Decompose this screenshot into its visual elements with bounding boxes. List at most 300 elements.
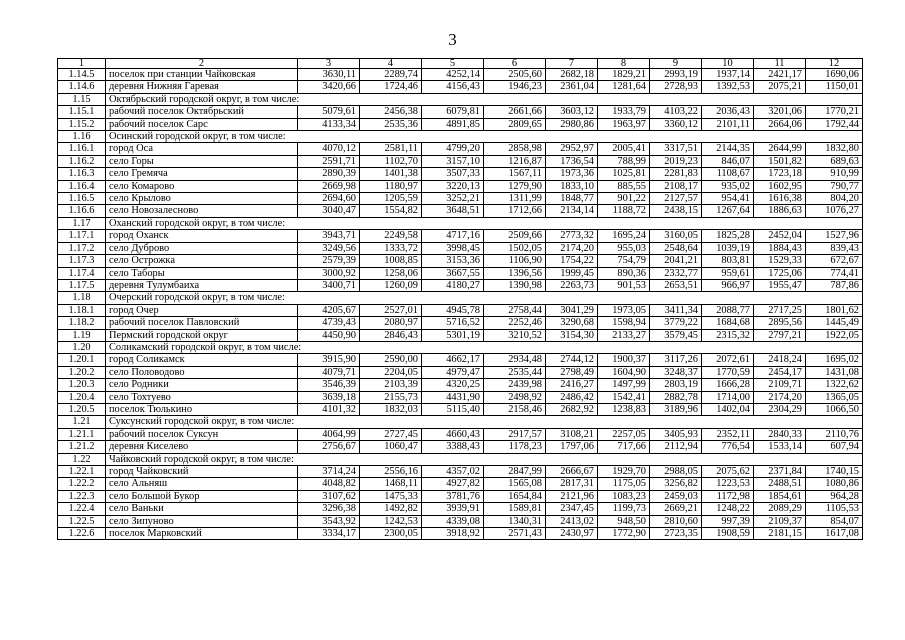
row-code: 1.20.1 (58, 354, 106, 366)
value-cell: 4103,22 (650, 106, 702, 118)
value-cell: 2728,93 (650, 81, 702, 93)
column-header: 6 (484, 59, 546, 69)
value-cell: 3667,55 (422, 267, 484, 279)
value-cell: 787,86 (806, 279, 863, 291)
row-name: Суксунский городской округ, в том числе: (106, 416, 863, 428)
value-cell: 1832,03 (360, 403, 422, 415)
value-cell: 804,20 (806, 193, 863, 205)
column-header: 2 (106, 59, 298, 69)
value-cell: 3160,05 (650, 230, 702, 242)
table-row (58, 391, 863, 403)
value-cell: 2882,78 (650, 391, 702, 403)
value-cell: 1955,47 (754, 279, 806, 291)
value-cell: 2089,29 (754, 503, 806, 515)
value-cell: 1258,06 (360, 267, 422, 279)
row-name: рабочий поселок Павловский (106, 317, 298, 329)
value-cell: 997,39 (702, 515, 754, 527)
row-code: 1.22.1 (58, 466, 106, 478)
row-name: поселок Тюлькино (106, 403, 298, 415)
row-name: село Альняш (106, 478, 298, 490)
value-cell: 2263,73 (546, 279, 598, 291)
value-cell: 1963,97 (598, 118, 650, 130)
row-name: село Таборы (106, 267, 298, 279)
value-cell: 2847,99 (484, 466, 546, 478)
value-cell: 2109,37 (754, 515, 806, 527)
value-cell: 1533,14 (754, 441, 806, 453)
value-cell: 2803,19 (650, 379, 702, 391)
value-cell: 1740,15 (806, 466, 863, 478)
value-cell: 1216,87 (484, 155, 546, 167)
value-cell: 4431,90 (422, 391, 484, 403)
row-code: 1.21.1 (58, 428, 106, 440)
table-row (58, 441, 863, 453)
column-header: 12 (806, 59, 863, 69)
value-cell: 1199,73 (598, 503, 650, 515)
value-cell: 3543,92 (298, 515, 360, 527)
value-cell: 4156,43 (422, 81, 484, 93)
value-cell: 2315,32 (702, 329, 754, 341)
value-cell: 2103,39 (360, 379, 422, 391)
value-cell: 3630,11 (298, 69, 360, 81)
table-row (58, 490, 863, 502)
value-cell: 2669,21 (650, 503, 702, 515)
row-name: Октябрьский городской округ, в том числе: (106, 93, 863, 105)
value-cell: 2352,11 (702, 428, 754, 440)
value-cell: 2133,27 (598, 329, 650, 341)
page-number: 3 (448, 30, 457, 49)
value-cell: 774,41 (806, 267, 863, 279)
value-cell: 2727,45 (360, 428, 422, 440)
value-cell: 1604,90 (598, 366, 650, 378)
value-cell: 1598,94 (598, 317, 650, 329)
section-header-row (58, 416, 863, 428)
row-code: 1.16.4 (58, 180, 106, 192)
value-cell: 1025,81 (598, 168, 650, 180)
row-name: село Большой Букор (106, 490, 298, 502)
value-cell: 3210,52 (484, 329, 546, 341)
value-cell: 1797,06 (546, 441, 598, 453)
value-cell: 1616,38 (754, 193, 806, 205)
value-cell: 754,79 (598, 255, 650, 267)
table-row (58, 242, 863, 254)
value-cell: 854,07 (806, 515, 863, 527)
value-cell: 2452,04 (754, 230, 806, 242)
value-cell: 1396,56 (484, 267, 546, 279)
value-cell: 2548,64 (650, 242, 702, 254)
row-code: 1.17.1 (58, 230, 106, 242)
value-cell: 2174,20 (754, 391, 806, 403)
value-cell: 2438,15 (650, 205, 702, 217)
value-cell: 3290,68 (546, 317, 598, 329)
value-cell: 4799,20 (422, 143, 484, 155)
value-cell: 910,99 (806, 168, 863, 180)
value-cell: 1801,62 (806, 304, 863, 316)
row-name: поселок при станции Чайковская (106, 69, 298, 81)
value-cell: 2108,17 (650, 180, 702, 192)
value-cell: 1060,47 (360, 441, 422, 453)
value-cell: 3918,92 (422, 528, 484, 540)
value-cell: 1937,14 (702, 69, 754, 81)
value-cell: 1884,43 (754, 242, 806, 254)
table-row (58, 428, 863, 440)
value-cell: 2591,71 (298, 155, 360, 167)
value-cell: 803,81 (702, 255, 754, 267)
value-cell: 1502,05 (484, 242, 546, 254)
value-cell: 5115,40 (422, 403, 484, 415)
table-row (58, 478, 863, 490)
value-cell: 1102,70 (360, 155, 422, 167)
value-cell: 1695,02 (806, 354, 863, 366)
value-cell: 2817,31 (546, 478, 598, 490)
value-cell: 1248,22 (702, 503, 754, 515)
column-header: 9 (650, 59, 702, 69)
value-cell: 2579,39 (298, 255, 360, 267)
value-cell: 2110,76 (806, 428, 863, 440)
value-cell: 1401,38 (360, 168, 422, 180)
value-cell: 2418,24 (754, 354, 806, 366)
value-cell: 3249,56 (298, 242, 360, 254)
row-code: 1.20.2 (58, 366, 106, 378)
row-name: город Чайковский (106, 466, 298, 478)
row-name: село Новозалесново (106, 205, 298, 217)
value-cell: 3334,17 (298, 528, 360, 540)
value-cell: 3153,36 (422, 255, 484, 267)
value-cell: 3411,34 (650, 304, 702, 316)
value-cell: 776,54 (702, 441, 754, 453)
table-row (58, 168, 863, 180)
value-cell: 2439,98 (484, 379, 546, 391)
value-cell: 2019,23 (650, 155, 702, 167)
value-cell: 1666,28 (702, 379, 754, 391)
table-row (58, 379, 863, 391)
value-cell: 2669,98 (298, 180, 360, 192)
value-cell: 1724,46 (360, 81, 422, 93)
value-cell: 2300,05 (360, 528, 422, 540)
row-name: село Гремяча (106, 168, 298, 180)
value-cell: 1080,86 (806, 478, 863, 490)
value-cell: 4101,32 (298, 403, 360, 415)
row-name: рабочий поселок Суксун (106, 428, 298, 440)
value-cell: 4739,43 (298, 317, 360, 329)
value-cell: 3639,18 (298, 391, 360, 403)
value-cell: 4660,43 (422, 428, 484, 440)
value-cell: 2488,51 (754, 478, 806, 490)
value-cell: 2430,97 (546, 528, 598, 540)
value-cell: 2723,35 (650, 528, 702, 540)
value-cell: 839,43 (806, 242, 863, 254)
value-cell: 1602,95 (754, 180, 806, 192)
value-cell: 4048,82 (298, 478, 360, 490)
value-cell: 1929,70 (598, 466, 650, 478)
value-cell: 2527,01 (360, 304, 422, 316)
value-cell: 1267,64 (702, 205, 754, 217)
row-code: 1.22.2 (58, 478, 106, 490)
value-cell: 4064,99 (298, 428, 360, 440)
value-cell: 2456,38 (360, 106, 422, 118)
value-cell: 2744,12 (546, 354, 598, 366)
value-cell: 1725,06 (754, 267, 806, 279)
table-row (58, 180, 863, 192)
value-cell: 790,77 (806, 180, 863, 192)
value-cell: 2581,11 (360, 143, 422, 155)
value-cell: 1175,05 (598, 478, 650, 490)
table-row (58, 230, 863, 242)
column-header: 7 (546, 59, 598, 69)
value-cell: 2797,21 (754, 329, 806, 341)
row-name: село Родники (106, 379, 298, 391)
value-cell: 4205,67 (298, 304, 360, 316)
value-cell: 788,99 (598, 155, 650, 167)
value-cell: 1684,68 (702, 317, 754, 329)
row-name: поселок Марковский (106, 528, 298, 540)
value-cell: 3943,71 (298, 230, 360, 242)
column-header: 10 (702, 59, 754, 69)
value-cell: 3388,43 (422, 441, 484, 453)
value-cell: 2072,61 (702, 354, 754, 366)
table-row (58, 528, 863, 540)
row-code: 1.19 (58, 329, 106, 341)
value-cell: 1497,99 (598, 379, 650, 391)
value-cell: 3107,62 (298, 490, 360, 502)
value-cell: 3360,12 (650, 118, 702, 130)
value-cell: 2347,45 (546, 503, 598, 515)
value-cell: 4891,85 (422, 118, 484, 130)
value-cell: 1833,10 (546, 180, 598, 192)
value-cell: 4339,08 (422, 515, 484, 527)
value-cell: 1468,11 (360, 478, 422, 490)
value-cell: 948,50 (598, 515, 650, 527)
value-cell: 1770,59 (702, 366, 754, 378)
value-cell: 890,36 (598, 267, 650, 279)
value-cell: 3108,21 (546, 428, 598, 440)
row-name: город Оханск (106, 230, 298, 242)
value-cell: 1178,23 (484, 441, 546, 453)
value-cell: 1223,53 (702, 478, 754, 490)
value-cell: 1322,62 (806, 379, 863, 391)
row-name: Осинский городской округ, в том числе: (106, 131, 863, 143)
value-cell: 2556,16 (360, 466, 422, 478)
value-cell: 2041,21 (650, 255, 702, 267)
value-cell: 2486,42 (546, 391, 598, 403)
value-cell: 2810,60 (650, 515, 702, 527)
value-cell: 1066,50 (806, 403, 863, 415)
value-cell: 1754,22 (546, 255, 598, 267)
row-code: 1.22.5 (58, 515, 106, 527)
table-row (58, 515, 863, 527)
value-cell: 1501,82 (754, 155, 806, 167)
value-cell: 2980,86 (546, 118, 598, 130)
value-cell: 2088,77 (702, 304, 754, 316)
value-cell: 3400,71 (298, 279, 360, 291)
section-header-row (58, 217, 863, 229)
row-name: село Половодово (106, 366, 298, 378)
value-cell: 1492,82 (360, 503, 422, 515)
table-row (58, 354, 863, 366)
table-row (58, 118, 863, 130)
value-cell: 2895,56 (754, 317, 806, 329)
table-row (58, 255, 863, 267)
table-row (58, 205, 863, 217)
row-code: 1.20.4 (58, 391, 106, 403)
section-header-row (58, 93, 863, 105)
row-code: 1.22 (58, 453, 106, 465)
value-cell: 2361,04 (546, 81, 598, 93)
table-row (58, 267, 863, 279)
value-cell: 3296,38 (298, 503, 360, 515)
value-cell: 2498,92 (484, 391, 546, 403)
value-cell: 2664,06 (754, 118, 806, 130)
value-cell: 1529,33 (754, 255, 806, 267)
value-cell: 1475,33 (360, 490, 422, 502)
value-cell: 4357,02 (422, 466, 484, 478)
value-cell: 1008,85 (360, 255, 422, 267)
value-cell: 3546,39 (298, 379, 360, 391)
value-cell: 2075,62 (702, 466, 754, 478)
value-cell: 2798,49 (546, 366, 598, 378)
value-cell: 954,41 (702, 193, 754, 205)
value-cell: 3201,06 (754, 106, 806, 118)
row-code: 1.17 (58, 217, 106, 229)
value-cell: 955,03 (598, 242, 650, 254)
row-name: село Ваньки (106, 503, 298, 515)
value-cell: 1402,04 (702, 403, 754, 415)
row-name: село Горы (106, 155, 298, 167)
value-cell: 2181,15 (754, 528, 806, 540)
table-row (58, 155, 863, 167)
value-cell: 2421,17 (754, 69, 806, 81)
value-cell: 1900,37 (598, 354, 650, 366)
value-cell: 1770,21 (806, 106, 863, 118)
row-name: село Крылово (106, 193, 298, 205)
row-code: 1.20.3 (58, 379, 106, 391)
value-cell: 1973,05 (598, 304, 650, 316)
row-name: деревня Нижняя Гаревая (106, 81, 298, 93)
section-header-row (58, 292, 863, 304)
value-cell: 1554,82 (360, 205, 422, 217)
value-cell: 1792,44 (806, 118, 863, 130)
column-header: 1 (58, 59, 106, 69)
value-cell: 1311,99 (484, 193, 546, 205)
value-cell: 1431,08 (806, 366, 863, 378)
row-name: село Дуброво (106, 242, 298, 254)
row-code: 1.14.6 (58, 81, 106, 93)
row-code: 1.22.3 (58, 490, 106, 502)
value-cell: 3248,37 (650, 366, 702, 378)
value-cell: 1908,59 (702, 528, 754, 540)
value-cell: 1973,36 (546, 168, 598, 180)
row-code: 1.20 (58, 341, 106, 353)
value-cell: 2080,97 (360, 317, 422, 329)
value-cell: 2249,58 (360, 230, 422, 242)
column-header: 3 (298, 59, 360, 69)
value-cell: 2005,41 (598, 143, 650, 155)
value-cell: 966,97 (702, 279, 754, 291)
value-cell: 3420,66 (298, 81, 360, 93)
value-cell: 717,66 (598, 441, 650, 453)
row-name: Соликамский городской округ, в том числе: (106, 341, 863, 353)
value-cell: 4180,27 (422, 279, 484, 291)
row-name: рабочий поселок Сарс (106, 118, 298, 130)
value-cell: 1076,27 (806, 205, 863, 217)
value-cell: 3998,45 (422, 242, 484, 254)
value-cell: 3189,96 (650, 403, 702, 415)
value-cell: 4717,16 (422, 230, 484, 242)
value-cell: 2174,20 (546, 242, 598, 254)
table-row (58, 304, 863, 316)
table-row (58, 366, 863, 378)
value-cell: 1854,61 (754, 490, 806, 502)
value-cell: 3915,90 (298, 354, 360, 366)
value-cell: 3405,93 (650, 428, 702, 440)
value-cell: 3939,91 (422, 503, 484, 515)
value-cell: 1922,05 (806, 329, 863, 341)
value-cell: 1772,90 (598, 528, 650, 540)
value-cell: 1723,18 (754, 168, 806, 180)
value-cell: 2281,83 (650, 168, 702, 180)
value-cell: 1886,63 (754, 205, 806, 217)
column-header: 4 (360, 59, 422, 69)
value-cell: 4320,25 (422, 379, 484, 391)
value-cell: 2535,44 (484, 366, 546, 378)
row-name: Оханский городской округ, в том числе: (106, 217, 863, 229)
value-cell: 1279,90 (484, 180, 546, 192)
value-cell: 964,28 (806, 490, 863, 502)
value-cell: 2773,32 (546, 230, 598, 242)
value-cell: 1999,45 (546, 267, 598, 279)
value-cell: 2661,66 (484, 106, 546, 118)
row-code: 1.16 (58, 131, 106, 143)
row-code: 1.17.2 (58, 242, 106, 254)
value-cell: 1242,53 (360, 515, 422, 527)
value-cell: 1392,53 (702, 81, 754, 93)
value-cell: 1238,83 (598, 403, 650, 415)
row-code: 1.18.2 (58, 317, 106, 329)
value-cell: 2717,25 (754, 304, 806, 316)
value-cell: 1617,08 (806, 528, 863, 540)
row-code: 1.15.1 (58, 106, 106, 118)
table-row (58, 193, 863, 205)
value-cell: 4450,90 (298, 329, 360, 341)
value-cell: 1445,49 (806, 317, 863, 329)
value-cell: 2846,43 (360, 329, 422, 341)
value-cell: 3781,76 (422, 490, 484, 502)
value-cell: 1848,77 (546, 193, 598, 205)
value-cell: 1714,00 (702, 391, 754, 403)
row-name: село Комарово (106, 180, 298, 192)
column-header: 11 (754, 59, 806, 69)
value-cell: 2036,43 (702, 106, 754, 118)
column-header: 5 (422, 59, 484, 69)
row-code: 1.16.6 (58, 205, 106, 217)
value-cell: 3220,13 (422, 180, 484, 192)
value-cell: 3256,82 (650, 478, 702, 490)
value-cell: 2144,35 (702, 143, 754, 155)
value-cell: 2121,96 (546, 490, 598, 502)
value-cell: 3648,51 (422, 205, 484, 217)
row-code: 1.21 (58, 416, 106, 428)
column-header: 8 (598, 59, 650, 69)
value-cell: 1365,05 (806, 391, 863, 403)
value-cell: 846,07 (702, 155, 754, 167)
row-code: 1.16.3 (58, 168, 106, 180)
value-cell: 3157,10 (422, 155, 484, 167)
value-cell: 4662,17 (422, 354, 484, 366)
value-cell: 1695,24 (598, 230, 650, 242)
value-cell: 1180,97 (360, 180, 422, 192)
value-cell: 4133,34 (298, 118, 360, 130)
value-cell: 2694,60 (298, 193, 360, 205)
row-code: 1.17.3 (58, 255, 106, 267)
